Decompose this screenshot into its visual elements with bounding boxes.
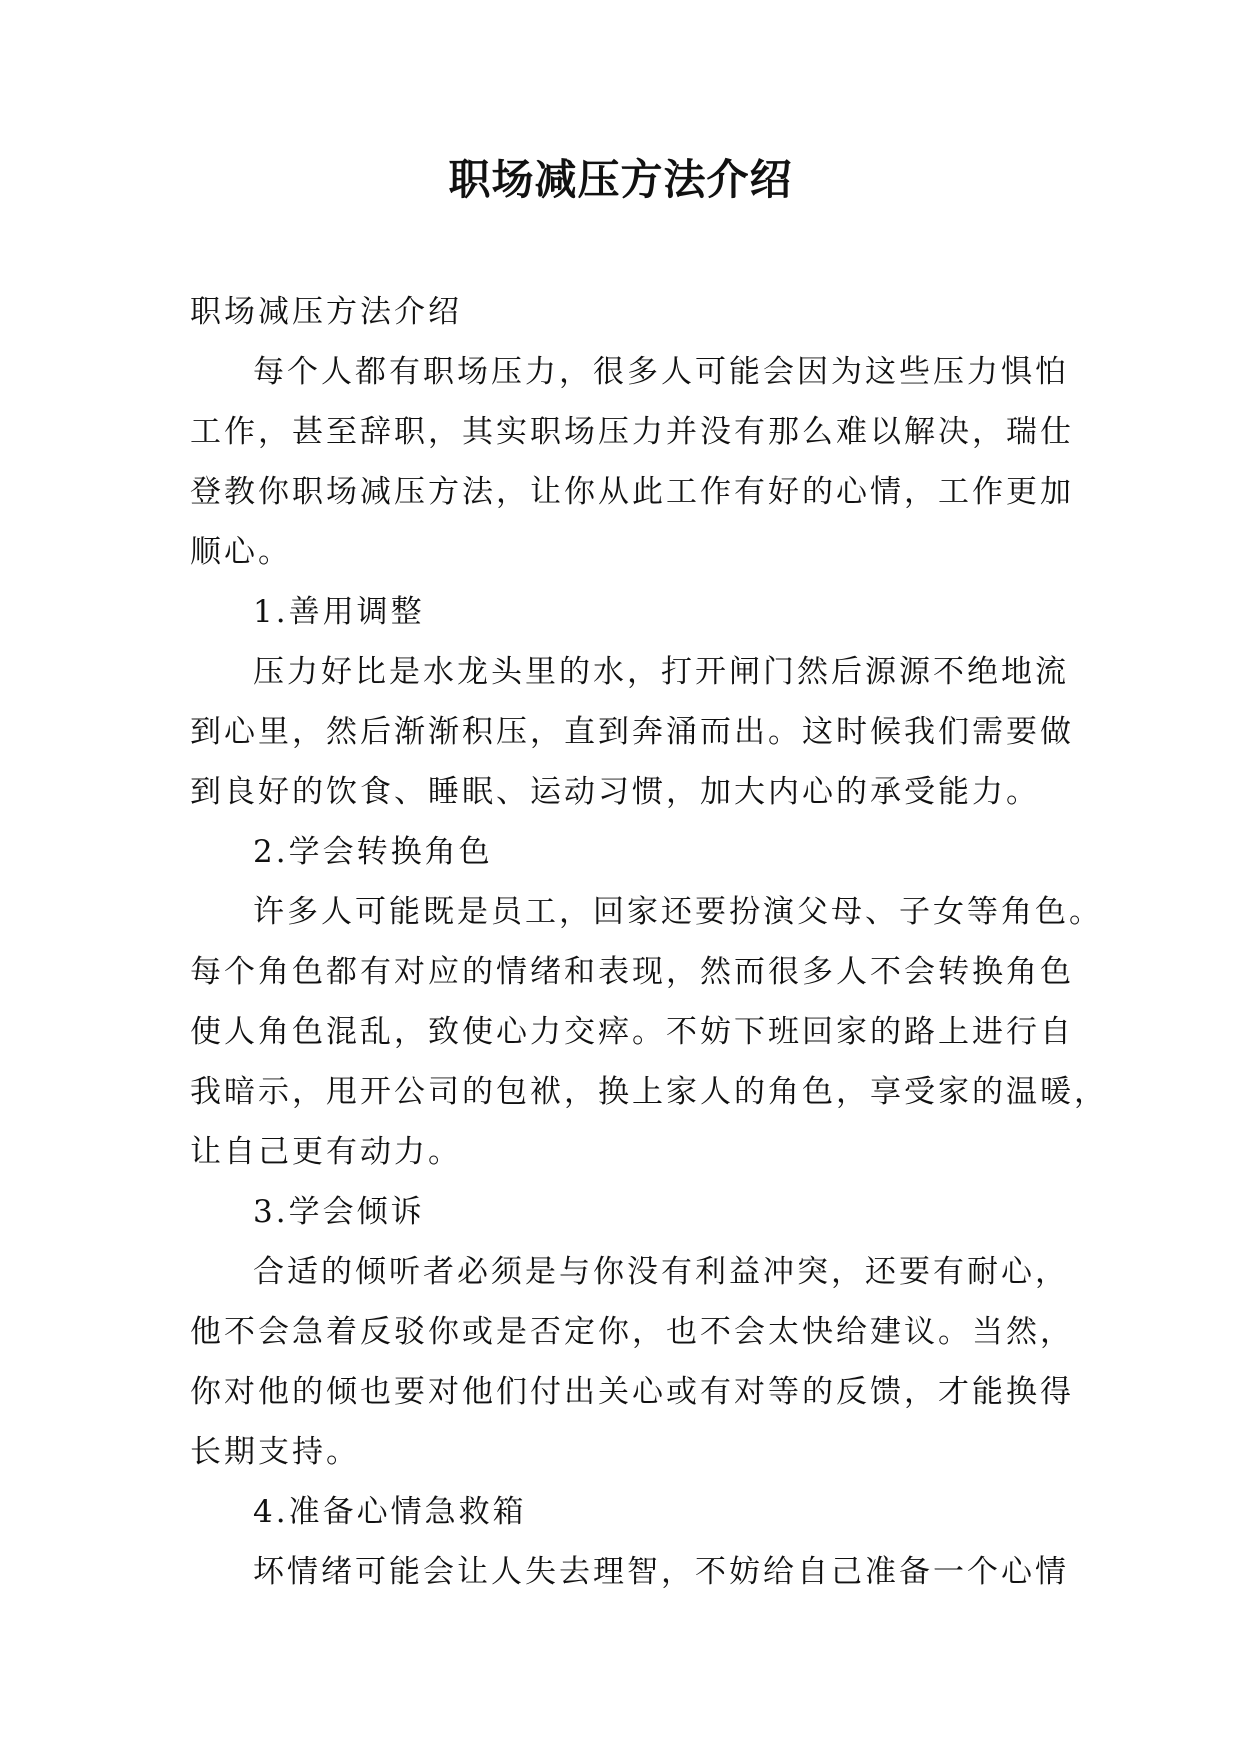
paragraph-line: 他不会急着反驳你或是否定你，也不会太快给建议。当然， bbox=[190, 1314, 1074, 1350]
paragraph-line: 每个角色都有对应的情绪和表现，然而很多人不会转换角色 bbox=[190, 954, 1074, 990]
paragraph-line: 到良好的饮食、睡眠、运动习惯，加大内心的承受能力。 bbox=[190, 774, 1040, 810]
paragraph-line: 合适的倾听者必须是与你没有利益冲突，还要有耐心， bbox=[253, 1254, 1069, 1290]
paragraph-line: 许多人可能既是员工，回家还要扮演父母、子女等角色。 bbox=[253, 894, 1103, 930]
paragraph-line: 坏情绪可能会让人失去理智，不妨给自己准备一个心情 bbox=[253, 1554, 1069, 1590]
section-heading: 1.善用调整 bbox=[253, 594, 425, 630]
section-heading: 4.准备心情急救箱 bbox=[253, 1494, 527, 1530]
paragraph-line: 使人角色混乱，致使心力交瘁。不妨下班回家的路上进行自 bbox=[190, 1014, 1074, 1050]
document-title: 职场减压方法介绍 bbox=[448, 155, 793, 204]
intro-heading: 职场减压方法介绍 bbox=[190, 294, 462, 330]
paragraph-line: 每个人都有职场压力，很多人可能会因为这些压力惧怕 bbox=[253, 354, 1069, 390]
section-heading: 2.学会转换角色 bbox=[253, 834, 493, 870]
paragraph-line: 你对他的倾也要对他们付出关心或有对等的反馈，才能换得 bbox=[190, 1374, 1074, 1410]
paragraph-line: 工作，甚至辞职，其实职场压力并没有那么难以解决，瑞仕 bbox=[190, 414, 1074, 450]
paragraph-line: 我暗示，甩开公司的包袱，换上家人的角色，享受家的温暖， bbox=[190, 1074, 1108, 1110]
paragraph-line: 压力好比是水龙头里的水，打开闸门然后源源不绝地流 bbox=[253, 654, 1069, 690]
paragraph-line: 长期支持。 bbox=[190, 1434, 360, 1470]
paragraph-line: 到心里，然后渐渐积压，直到奔涌而出。这时候我们需要做 bbox=[190, 714, 1074, 750]
section-heading: 3.学会倾诉 bbox=[253, 1194, 425, 1230]
paragraph-line: 顺心。 bbox=[190, 534, 292, 570]
paragraph-line: 登教你职场减压方法，让你从此工作有好的心情，工作更加 bbox=[190, 474, 1074, 510]
paragraph-line: 让自己更有动力。 bbox=[190, 1134, 462, 1170]
